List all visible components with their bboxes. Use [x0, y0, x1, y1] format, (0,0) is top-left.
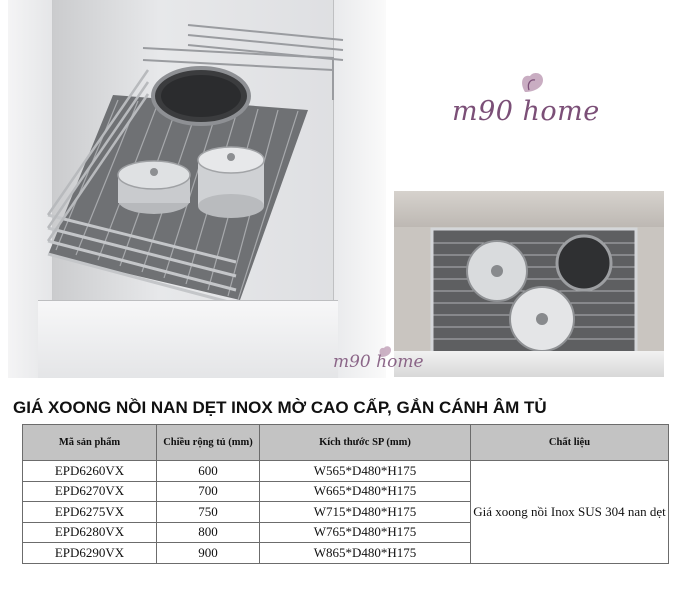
cell-code: EPD6275VX: [23, 502, 157, 523]
spec-table: [22, 424, 669, 564]
brand-watermark: m90 home: [333, 352, 424, 372]
header-size: Kích thước SP (mm): [260, 425, 471, 461]
cell-width: 800: [157, 522, 260, 543]
cell-size: W665*D480*H175: [260, 481, 471, 502]
header-width: Chiều rộng tủ (mm): [157, 425, 260, 461]
cell-width: 750: [157, 502, 260, 523]
header-material: Chất liệu: [471, 425, 669, 461]
cell-code: EPD6260VX: [23, 461, 157, 482]
cell-size: W565*D480*H175: [260, 461, 471, 482]
product-photo-main: [8, 0, 386, 378]
cell-size: W865*D480*H175: [260, 543, 471, 564]
cell-size: W715*D480*H175: [260, 502, 471, 523]
cell-code: EPD6290VX: [23, 543, 157, 564]
cell-material: Giá xoong nồi Inox SUS 304 nan dẹt: [471, 461, 669, 564]
cell-code: EPD6280VX: [23, 522, 157, 543]
cell-width: 900: [157, 543, 260, 564]
cell-size: W765*D480*H175: [260, 522, 471, 543]
cell-code: EPD6270VX: [23, 481, 157, 502]
flower-logo-icon: [517, 70, 547, 96]
header-code: Mã sản phẩm: [23, 425, 157, 461]
cell-width: 600: [157, 461, 260, 482]
table-row: [23, 461, 669, 482]
cell-width: 700: [157, 481, 260, 502]
product-title: GIÁ XOONG NỒI NAN DẸT INOX MỜ CAO CẤP, GẮN CÁNH ÂM TỦ: [13, 398, 547, 417]
brand-logo: m90 home: [452, 96, 600, 127]
table-header-row: [23, 425, 669, 461]
product-photo-topview: [394, 191, 664, 377]
